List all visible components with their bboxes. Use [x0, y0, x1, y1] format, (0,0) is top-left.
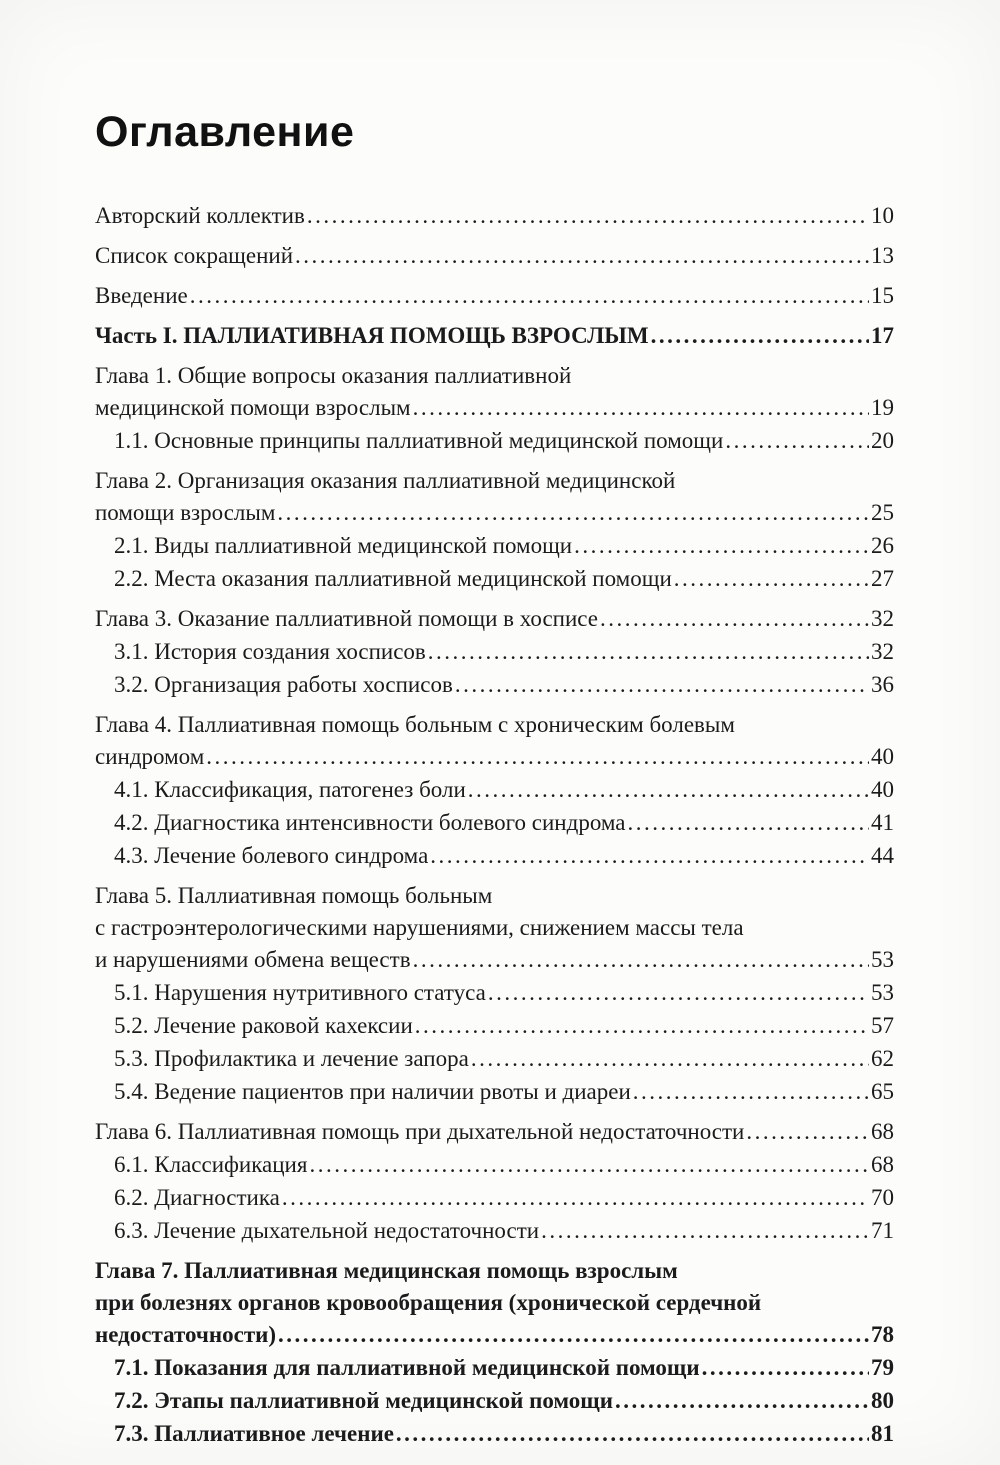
toc-entry-line: [114, 1352, 894, 1384]
page-number: 57: [871, 1013, 894, 1038]
dot-leader: [206, 741, 869, 773]
toc-entry-line: [95, 741, 894, 773]
dot-leader: [746, 1116, 869, 1148]
dot-leader: [702, 1352, 869, 1384]
toc-entry-text: Глава 3. Оказание паллиативной помощи в хосписе: [95, 606, 598, 631]
dot-leader: [430, 840, 869, 872]
toc-entry: [95, 603, 894, 635]
toc-entry-line: [114, 1076, 894, 1108]
toc-entry-line: [95, 280, 894, 312]
page-number: 15: [871, 283, 894, 308]
toc-entry-line: [95, 1116, 894, 1148]
dot-leader: [455, 669, 869, 701]
toc-entry-line: [114, 1418, 894, 1450]
toc-entry-line: [114, 636, 894, 668]
toc-subentry: [95, 1352, 894, 1384]
toc-entry-text: медицинской помощи взрослым: [95, 395, 411, 420]
page-number: 71: [871, 1218, 894, 1243]
toc-entry-text: 5.4. Ведение пациентов при наличии рвоты и диареи: [114, 1079, 631, 1104]
page-number: 36: [871, 672, 894, 697]
toc-entry-line: [114, 530, 894, 562]
toc-subentry: [95, 840, 894, 872]
page-number: 40: [871, 744, 894, 769]
toc-entry-text: Часть I. ПАЛЛИАТИВНАЯ ПОМОЩЬ ВЗРОСЛЫМ: [95, 323, 649, 348]
toc-entry-text: Глава 6. Паллиативная помощь при дыхательной недостаточности: [95, 1119, 745, 1144]
page-number: 20: [871, 428, 894, 453]
toc-entry-line: [95, 240, 894, 272]
toc-entry-text: 3.1. История создания хосписов: [114, 639, 426, 664]
toc-subentry: [95, 563, 894, 595]
page-number: 13: [871, 243, 894, 268]
toc-entry-text: 5.1. Нарушения нутритивного статуса: [114, 980, 486, 1005]
page-number: 81: [871, 1421, 894, 1446]
page-number: 62: [871, 1046, 894, 1071]
page-number: 41: [871, 810, 894, 835]
toc-entry-text: Авторский коллектив: [95, 203, 305, 228]
toc-entry-line: [114, 774, 894, 806]
toc-entry-line: [95, 880, 894, 912]
page-number: 17: [871, 323, 894, 348]
toc-entry-line: [114, 425, 894, 457]
page-number: 44: [871, 843, 894, 868]
toc-entry-line: [114, 1043, 894, 1075]
toc-entry-text: 1.1. Основные принципы паллиативной медицинской помощи: [114, 428, 724, 453]
toc-entry-line: [114, 563, 894, 595]
toc-entry-text: 7.2. Этапы паллиативной медицинской помощи: [114, 1388, 613, 1413]
toc-entry: [95, 200, 894, 232]
toc-subentry: [95, 774, 894, 806]
toc-entry-line: [114, 1149, 894, 1181]
toc-subentry: [95, 636, 894, 668]
dot-leader: [725, 425, 869, 457]
toc-subentry: [95, 1010, 894, 1042]
toc-entry-line: [114, 1182, 894, 1214]
toc-entry-text: при болезнях органов кровообращения (хронической сердечной: [95, 1290, 762, 1315]
dot-leader: [651, 320, 869, 352]
page-number: 65: [871, 1079, 894, 1104]
toc-entry-line: [95, 1255, 894, 1287]
toc-subentry: [95, 1043, 894, 1075]
toc-entry-line: [114, 977, 894, 1009]
dot-leader: [396, 1418, 869, 1450]
dot-leader: [541, 1215, 869, 1247]
toc-subentry: [95, 1418, 894, 1450]
dot-leader: [277, 497, 869, 529]
toc-entry-text: 6.1. Классификация: [114, 1152, 308, 1177]
toc-entry-text: 7.3. Паллиативное лечение: [114, 1421, 394, 1446]
toc-entry-line: [114, 807, 894, 839]
dot-leader: [633, 1076, 869, 1108]
toc-entry-text: синдромом: [95, 744, 205, 769]
toc-entry: [95, 465, 894, 529]
toc-entry-text: 7.1. Показания для паллиативной медицинской помощи: [114, 1355, 700, 1380]
toc-entry-text: 2.2. Места оказания паллиативной медицинской помощи: [114, 566, 672, 591]
page-number: 53: [871, 980, 894, 1005]
toc-subentry: [95, 1385, 894, 1417]
toc-entry-line: [95, 944, 894, 976]
page-number: 10: [871, 203, 894, 228]
page-number: 19: [871, 395, 894, 420]
toc-entry-line: [95, 465, 894, 497]
page-number: 26: [871, 533, 894, 558]
dot-leader: [674, 563, 869, 595]
dot-leader: [615, 1385, 869, 1417]
dot-leader: [413, 392, 869, 424]
toc-subentry: [95, 807, 894, 839]
toc-entry-text: 3.2. Организация работы хосписов: [114, 672, 453, 697]
toc-entry-text: Список сокращений: [95, 243, 294, 268]
dot-leader: [574, 530, 869, 562]
toc-subentry: [95, 977, 894, 1009]
toc-entry: [95, 360, 894, 424]
page-number: 70: [871, 1185, 894, 1210]
page-number: 32: [871, 639, 894, 664]
toc-subentry: [95, 425, 894, 457]
toc-entry-line: [95, 709, 894, 741]
toc-subentry: [95, 669, 894, 701]
toc-entry-line: [95, 497, 894, 529]
toc-entry-line: [95, 200, 894, 232]
toc-list: [95, 200, 894, 1450]
dot-leader: [471, 1043, 869, 1075]
dot-leader: [415, 1010, 869, 1042]
toc-entry-text: 5.2. Лечение раковой кахексии: [114, 1013, 413, 1038]
toc-subentry: [95, 1182, 894, 1214]
toc-entry-text: 5.3. Профилактика и лечение запора: [114, 1046, 469, 1071]
dot-leader: [413, 944, 869, 976]
toc-subentry: [95, 1215, 894, 1247]
toc-entry-line: [95, 392, 894, 424]
page-number: 80: [871, 1388, 894, 1413]
toc-entry-text: 4.1. Классификация, патогенез боли: [114, 777, 466, 802]
toc-entry: [95, 320, 894, 352]
toc-entry-line: [95, 603, 894, 635]
toc-entry-text: Глава 2. Организация оказания паллиативной медицинской: [95, 468, 676, 493]
toc-entry-text: недостаточности): [95, 1322, 277, 1347]
toc-entry-line: [95, 320, 894, 352]
toc-entry: [95, 880, 894, 976]
toc-entry-line: [114, 1385, 894, 1417]
toc-subentry: [95, 1149, 894, 1181]
toc-subentry: [95, 1076, 894, 1108]
toc-entry-line: [95, 1319, 894, 1351]
page-number: 27: [871, 566, 894, 591]
dot-leader: [627, 807, 869, 839]
toc-entry: [95, 280, 894, 312]
toc-entry-text: с гастроэнтерологическими нарушениями, снижением массы тела: [95, 915, 744, 940]
toc-entry-text: 4.2. Диагностика интенсивности болевого синдрома: [114, 810, 626, 835]
toc-entry: [95, 709, 894, 773]
toc-entry-line: [95, 360, 894, 392]
toc-subentry: [95, 530, 894, 562]
toc-entry-line: [114, 1010, 894, 1042]
toc-entry-text: 2.1. Виды паллиативной медицинской помощи: [114, 533, 573, 558]
toc-entry: [95, 240, 894, 272]
dot-leader: [282, 1182, 869, 1214]
toc-entry-text: 6.2. Диагностика: [114, 1185, 280, 1210]
page-number: 53: [871, 947, 894, 972]
page-title: Оглавление: [95, 108, 355, 156]
toc-entry-text: 6.3. Лечение дыхательной недостаточности: [114, 1218, 540, 1243]
page-number: 32: [871, 606, 894, 631]
toc-entry-text: Глава 1. Общие вопросы оказания паллиативной: [95, 363, 572, 388]
page-number: 78: [871, 1322, 894, 1347]
dot-leader: [468, 774, 869, 806]
toc-entry-text: Глава 7. Паллиативная медицинская помощь взрослым: [95, 1258, 678, 1283]
toc-entry-text: и нарушениями обмена веществ: [95, 947, 411, 972]
toc-entry-text: Глава 5. Паллиативная помощь больным: [95, 883, 493, 908]
toc-entry-text: Глава 4. Паллиативная помощь больным с хроническим болевым: [95, 712, 735, 737]
dot-leader: [309, 1149, 869, 1181]
toc-entry-line: [114, 669, 894, 701]
page-number: 40: [871, 777, 894, 802]
toc-entry-line: [95, 912, 894, 944]
dot-leader: [428, 636, 869, 668]
page-number: 25: [871, 500, 894, 525]
dot-leader: [190, 280, 869, 312]
page-number: 68: [871, 1152, 894, 1177]
toc-entry: [95, 1255, 894, 1351]
dot-leader: [600, 603, 869, 635]
toc-entry-line: [114, 840, 894, 872]
dot-leader: [307, 200, 869, 232]
dot-leader: [278, 1319, 869, 1351]
dot-leader: [488, 977, 869, 1009]
toc-entry-line: [95, 1287, 894, 1319]
page-number: 68: [871, 1119, 894, 1144]
toc-entry-line: [114, 1215, 894, 1247]
toc-entry-text: Введение: [95, 283, 188, 308]
toc-entry-text: помощи взрослым: [95, 500, 276, 525]
toc-entry: [95, 1116, 894, 1148]
page-number: 79: [871, 1355, 894, 1380]
toc-entry-text: 4.3. Лечение болевого синдрома: [114, 843, 429, 868]
dot-leader: [295, 240, 869, 272]
